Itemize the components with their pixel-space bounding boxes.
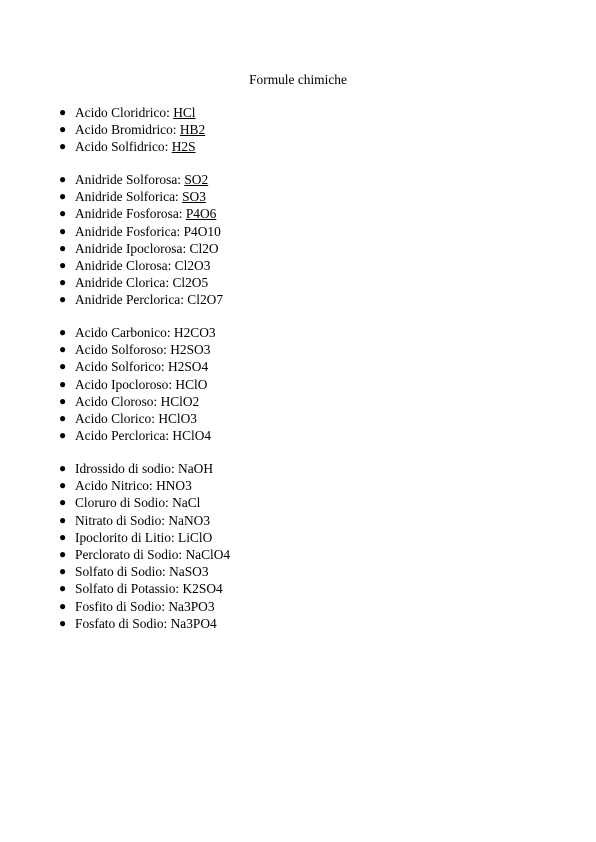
list-item [0,494,230,511]
list-item [0,477,230,494]
compound-name: Solfato di Potassio: [75,581,183,597]
bullet-icon: ● [59,393,67,408]
compound-name: Cloruro di Sodio: [75,495,173,511]
list-item [0,512,230,529]
list-item [0,223,223,240]
bullet-icon: ● [59,223,67,238]
compound-name: Acido Ipocloroso: [75,376,176,392]
bullet-icon: ● [59,376,67,391]
bullet-icon: ● [59,512,67,527]
formula: P4O10 [183,223,221,239]
bullet-icon: ● [59,546,67,561]
list-group-hydracids [0,104,205,156]
bullet-icon: ● [59,206,67,221]
list-item [0,205,223,222]
list-item [0,546,230,563]
bullet-icon: ● [59,495,67,510]
bullet-icon: ● [59,122,67,137]
page-title: Formule chimiche [249,72,347,87]
compound-name: Acido Clorico: [75,410,159,426]
bullet-icon: ● [59,529,67,544]
list-group-anhydrides [0,171,223,309]
bullet-icon: ● [59,581,67,596]
compound-name: Acido Perclorica: [75,428,173,444]
compound-name: Anidride Clorica: [75,275,173,291]
compound-name: Anidride Solforica: [75,189,183,205]
formula-link[interactable]: HCl [173,105,196,120]
bullet-icon: ● [59,615,67,630]
formula: K2SO4 [182,581,223,597]
bullet-icon: ● [59,410,67,425]
list-item [0,274,223,291]
compound-name: Ipoclorito di Litio: [75,529,179,545]
formula: H2SO4 [167,359,209,375]
bullet-icon: ● [59,172,67,186]
list-group-oxyacids [0,324,216,444]
bullet-icon: ● [59,105,67,119]
formula-link[interactable]: SO3 [182,189,206,205]
list-item [0,171,223,188]
list-item [0,460,230,477]
compound-name: Acido Nitrico: [75,478,157,494]
formula: Na3PO4 [170,615,217,631]
formula: Cl2O3 [174,257,211,273]
formula: LiClO [178,529,213,545]
formula-link[interactable]: SO2 [184,172,209,187]
compound-name: Acido Solforico: [75,359,168,375]
compound-name: Anidride Solforosa: [75,172,185,187]
compound-name: Fosfito di Sodio: [75,598,169,614]
bullet-icon: ● [59,240,67,255]
formula: H2SO3 [170,342,211,358]
list-item [0,529,230,546]
compound-name: Anidride Clorosa: [75,257,175,273]
list-item [0,257,223,274]
formula: NaOH [178,461,214,476]
bullet-icon: ● [59,461,67,475]
list-item [0,410,216,427]
bullet-icon: ● [59,275,67,290]
bullet-icon: ● [59,189,67,204]
compound-name: Acido Bromidrico: [75,122,180,138]
formula: NaNO3 [168,512,211,528]
list-group-salts-bases [0,460,230,632]
formula: HClO [175,376,208,392]
compound-name: Anidride Ipoclorosa: [75,240,190,256]
formula: H2CO3 [173,325,216,340]
bullet-icon: ● [59,139,67,154]
formula: HClO4 [172,428,212,444]
formula: Cl2O [189,240,219,256]
compound-name: Perclorato di Sodio: [75,546,186,562]
list-item [0,188,223,205]
formula-link[interactable]: HB2 [179,122,206,138]
formula-link[interactable]: P4O6 [185,206,217,222]
formula: NaCl [172,495,201,511]
formula: Cl2O7 [187,292,224,308]
list-item [0,324,216,341]
bullet-icon: ● [59,342,67,357]
compound-name: Solfato di Sodio: [75,564,170,580]
formula: Cl2O5 [172,275,209,291]
list-item [0,240,223,257]
bullet-icon: ● [59,359,67,374]
bullet-icon: ● [59,292,67,307]
formula: HClO3 [158,410,198,426]
formula: NaSO3 [169,564,209,580]
compound-name: Nitrato di Sodio: [75,512,169,528]
list-item [0,427,216,444]
compound-name: Acido Solforoso: [75,342,171,358]
list-item [0,615,230,632]
compound-name: Anidride Perclorica: [75,292,188,308]
list-item [0,341,216,358]
formula: HClO2 [160,393,200,409]
compound-name: Acido Cloridrico: [75,105,174,120]
formula-link[interactable]: H2S [171,139,196,155]
list-item [0,563,230,580]
formula: Na3PO3 [168,598,215,614]
compound-name: Fosfato di Sodio: [75,615,171,631]
compound-name: Acido Cloroso: [75,393,161,409]
list-item [0,138,205,155]
compound-name: Acido Carbonico: [75,325,174,340]
bullet-icon: ● [59,478,67,493]
list-item [0,358,216,375]
list-item [0,580,230,597]
bullet-icon: ● [59,257,67,272]
bullet-icon: ● [59,564,67,579]
list-item [0,376,216,393]
list-item [0,121,205,138]
list-item [0,291,223,308]
bullet-icon: ● [59,598,67,613]
list-item [0,598,230,615]
compound-name: Acido Solfidrico: [75,139,172,155]
list-item [0,393,216,410]
formula: HNO3 [156,478,192,494]
bullet-icon: ● [59,325,67,339]
bullet-icon: ● [59,428,67,443]
compound-name: Anidride Fosforosa: [75,206,186,222]
list-item [0,104,205,121]
compound-name: Idrossido di sodio: [75,461,179,476]
formula: NaClO4 [185,546,231,562]
compound-name: Anidride Fosforica: [75,223,184,239]
